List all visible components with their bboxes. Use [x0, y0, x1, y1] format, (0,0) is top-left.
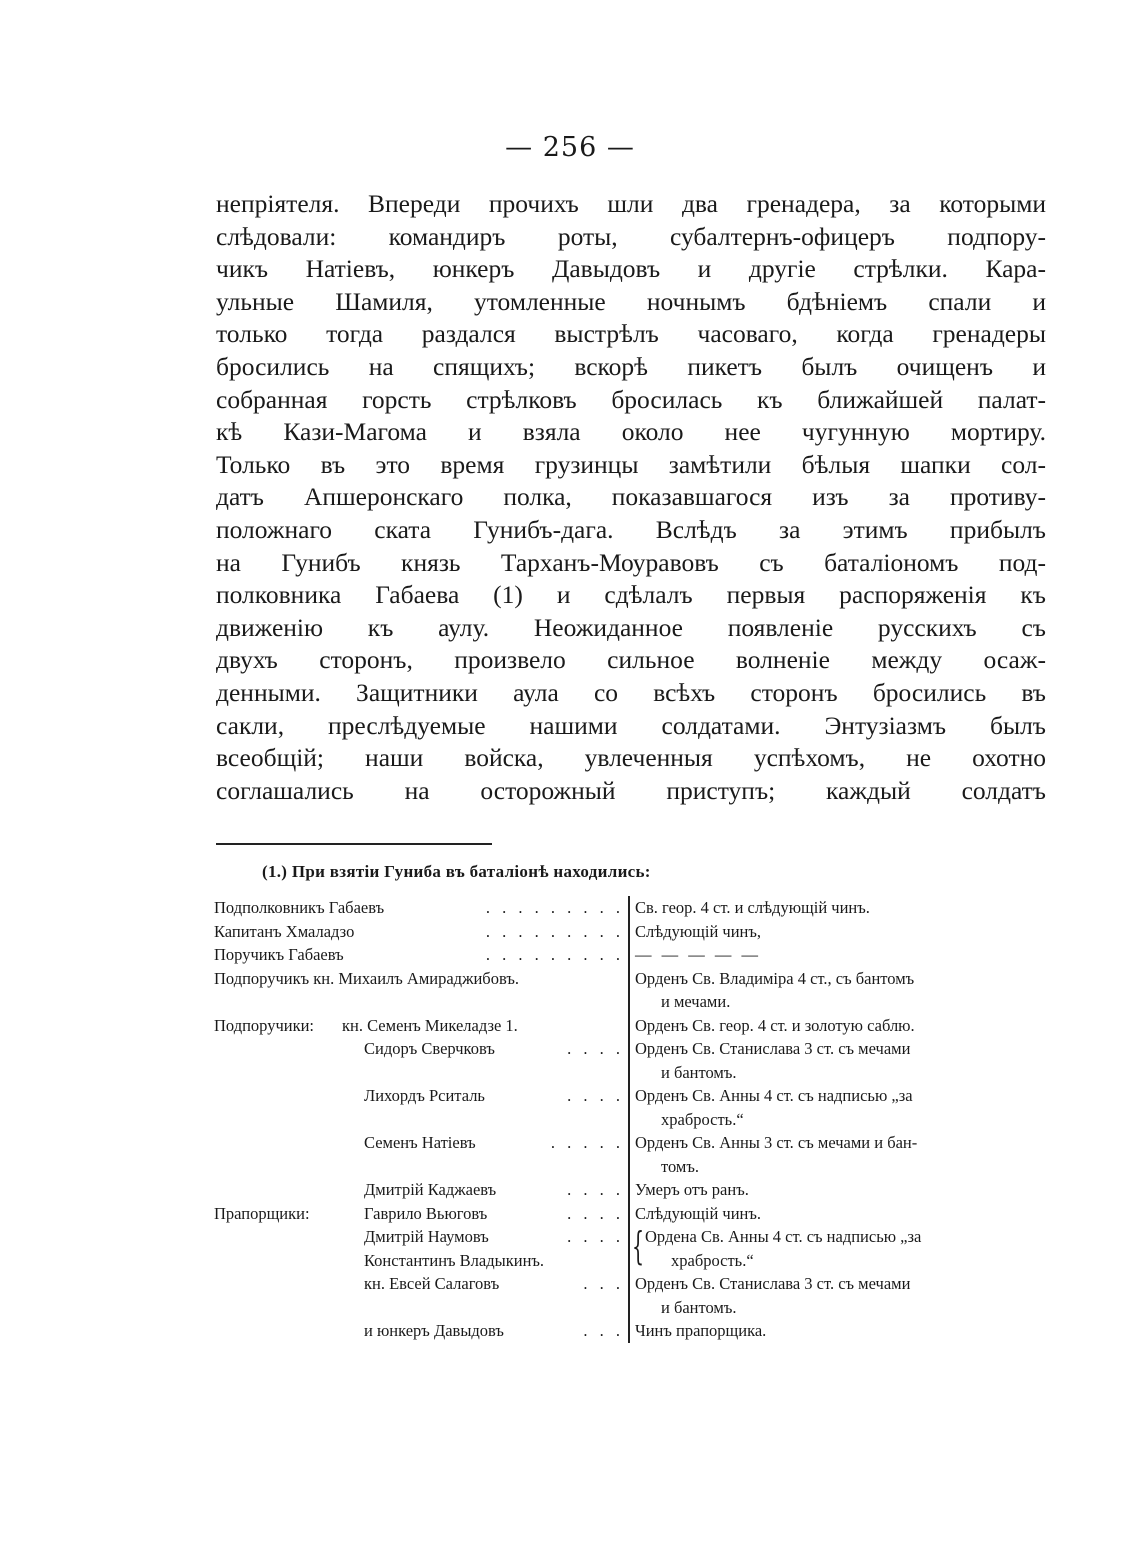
body-text: [216, 188, 1046, 807]
rank-group-label: Подпоручики:: [214, 1015, 315, 1035]
footnote-award-cell: [628, 1178, 1048, 1202]
person-name: Семенъ Натіевъ: [364, 1133, 476, 1152]
leader-dots: . . .: [583, 1274, 624, 1293]
leader-dots: . . . . .: [550, 1133, 624, 1152]
footnote-award-cell: [628, 1131, 1048, 1178]
leader-dots: . . . . . . . . .: [485, 898, 624, 917]
footnote-award-cell: [628, 1037, 1048, 1084]
person-name: Лихордъ Рситаль: [364, 1086, 485, 1105]
leader-dots: . . . .: [567, 1086, 624, 1105]
footnote-name-cell: [214, 1225, 628, 1272]
leader-dots: . . . .: [567, 1203, 624, 1223]
person-name: Поручикъ Габаевъ: [214, 945, 344, 964]
person-name: Дмитрій Каджаевъ: [364, 1180, 497, 1199]
footnote-award-cell: [628, 1014, 1048, 1038]
text-line: всеобщій; наши войска, увлеченныя успѣхомъ, не охотно: [216, 743, 1046, 773]
text-line: чикъ Натіевъ, юнкеръ Давыдовъ и другіе стрѣлки. Кара-: [216, 254, 1046, 284]
award-text: Орденъ Св. Владиміра 4 ст., съ бантомъ: [635, 968, 915, 988]
leader-dots: . . . .: [567, 1180, 624, 1199]
person-name: Дмитрій Наумовъ: [364, 1227, 489, 1246]
footnote-row: [214, 1014, 1056, 1038]
footnote-name-cell: [214, 1202, 628, 1226]
person-name: Подпоручикъ кн. Михаилъ Амираджибовъ.: [214, 968, 519, 988]
footnote-award-cell: [628, 1225, 1048, 1272]
award-text: Орденъ Св. Анны 4 ст. съ надписью „за: [635, 1086, 913, 1105]
footnote-name-cell: [214, 1272, 628, 1296]
award-text: Ордена Св. Анны 4 ст. съ надписью „за: [645, 1227, 922, 1246]
footnote-award-cell: [628, 967, 1048, 1014]
footnote-row: [214, 943, 1056, 967]
footnote-name-cell: [214, 1131, 628, 1155]
text-line: датъ Апшеронскаго полка, показавшагося изъ за противу-: [216, 482, 1046, 512]
footnote-row: [214, 1178, 1056, 1202]
person-name: Константинъ Владыкинъ.: [364, 1250, 545, 1270]
footnote-name-cell: [214, 943, 628, 967]
text-line: на Гунибъ князь Тарханъ-Моуравовъ съ баталіономъ под-: [216, 547, 1046, 577]
person-name: Сидоръ Сверчковъ: [364, 1039, 495, 1058]
text-line: полковника Габаева (1) и сдѣлалъ первыя распоряженія къ: [216, 580, 1046, 610]
person-name: кн. Евсей Салаговъ: [364, 1274, 500, 1293]
text-line: движенію къ аулу. Неожиданное появленіе русскихъ съ: [216, 612, 1046, 642]
text-line: сакли, преслѣдуемые нашими солдатами. Энтузіазмъ былъ: [216, 710, 1046, 740]
text-line: двухъ сторонъ, произвело сильное волненіе между осаж-: [216, 645, 1046, 675]
footnote-name-cell: [214, 896, 628, 920]
award-text: Св. геор. 4 ст. и слѣдующій чинъ.: [635, 898, 870, 917]
footnote-name-cell: [214, 920, 628, 944]
award-text: Слѣдующій чинъ,: [635, 921, 762, 941]
footnote-award-cell: [628, 920, 1048, 944]
text-line: только тогда раздался выстрѣлъ часоваго, когда гренадеры: [216, 319, 1046, 349]
text-line: собранная горсть стрѣлковъ бросилась къ ближайшей палат-: [216, 384, 1046, 414]
text-line: ульные Шамиля, утомленные ночнымъ бдѣніемъ спали и: [216, 286, 1046, 316]
award-text: Орденъ Св. Станислава 3 ст. съ мечами: [635, 1039, 911, 1058]
footnote-name-cell: [214, 1014, 628, 1038]
footnote-award-cell: [628, 1084, 1048, 1131]
award-text: Орденъ Св. Станислава 3 ст. съ мечами: [635, 1274, 911, 1293]
rank-group-label: Прапорщики:: [214, 1203, 310, 1223]
curly-brace-icon: {: [632, 1224, 645, 1268]
leader-dots: . . . . . . . . .: [485, 921, 624, 941]
person-name: кн. Семенъ Микеладзе 1.: [342, 1015, 518, 1035]
footnote-award-cell: [628, 1319, 1048, 1343]
text-line: положнаго ската Гунибъ-дага. Вслѣдъ за этимъ прибылъ: [216, 514, 1046, 544]
leader-dots: . . . . . . . . .: [485, 945, 624, 964]
award-text: Умеръ отъ ранъ.: [635, 1180, 749, 1199]
footnote-row: [214, 1131, 1056, 1178]
footnote-name-cell: [214, 1178, 628, 1202]
footnote-row: [214, 1225, 1056, 1272]
footnote-row: [214, 1202, 1056, 1226]
footnote-award-cell: [628, 1272, 1048, 1319]
footnote-row: [214, 1084, 1056, 1131]
award-text: Слѣдующій чинъ.: [635, 1203, 762, 1223]
footnote-table: [214, 896, 1056, 1343]
footnote-heading: (1.) При взятіи Гуниба въ баталіонѣ находились:: [262, 862, 651, 881]
award-text: томъ.: [661, 1156, 700, 1176]
award-text: и мечами.: [661, 992, 731, 1011]
text-line: Только въ это время грузинцы замѣтили бѣлыя шапки сол-: [216, 449, 1046, 479]
text-line: денными. Защитники аула со всѣхъ сторонъ бросились въ: [216, 677, 1046, 707]
footnote-separator: [216, 843, 492, 845]
footnote-award-cell: [628, 943, 1048, 967]
leader-dots: . . . .: [567, 1227, 624, 1246]
award-text: Орденъ Св. Анны 3 ст. съ мечами и бан-: [635, 1133, 918, 1152]
award-text: Орденъ Св. геор. 4 ст. и золотую саблю.: [635, 1015, 915, 1035]
person-name: Гаврило Вьюговъ: [364, 1203, 488, 1223]
footnote-row: [214, 967, 1056, 1014]
award-text: и бантомъ.: [661, 1062, 737, 1082]
footnote-name-cell: [214, 1084, 628, 1108]
text-line: слѣдовали: командиръ роты, субалтернъ-офицеръ подпору-: [216, 221, 1046, 251]
person-name: Подполковникъ Габаевъ: [214, 898, 385, 917]
footnote-award-cell: [628, 896, 1048, 920]
person-name: и юнкеръ Давыдовъ: [364, 1321, 504, 1340]
footnote-row: [214, 896, 1056, 920]
award-text: Чинъ прапорщика.: [635, 1321, 767, 1340]
footnote-name-cell: [214, 1319, 628, 1343]
award-text-group: [635, 1225, 1048, 1272]
award-text: храбрость.“: [671, 1250, 754, 1270]
text-line last-line: соглашались на осторожный приступъ; каждый солдатъ: [216, 775, 1046, 805]
footnote-name-cell: [214, 967, 628, 991]
person-name: Капитанъ Хмаладзо: [214, 921, 355, 941]
leader-dots: . . .: [583, 1321, 624, 1340]
text-line: кѣ Кази-Магома и взяла около нее чугунную мортиру.: [216, 417, 1046, 447]
footnote-row: [214, 1319, 1056, 1343]
page-number: — 256 —: [505, 132, 635, 163]
text-line: непріятеля. Впереди прочихъ шли два гренадера, за которыми: [216, 189, 1046, 218]
footnote-row: [214, 1037, 1056, 1084]
award-text: и бантомъ.: [661, 1297, 737, 1317]
footnote-row: [214, 1272, 1056, 1319]
text-line: бросились на спящихъ; вскорѣ пикетъ былъ очищенъ и: [216, 351, 1046, 381]
footnote-row: [214, 920, 1056, 944]
leader-dots: . . . .: [567, 1039, 624, 1058]
footnote-name-cell: [214, 1037, 628, 1061]
footnote-award-cell: [628, 1202, 1048, 1226]
award-text: — — — — —: [635, 945, 761, 964]
award-text: храбрость.“: [661, 1109, 744, 1129]
